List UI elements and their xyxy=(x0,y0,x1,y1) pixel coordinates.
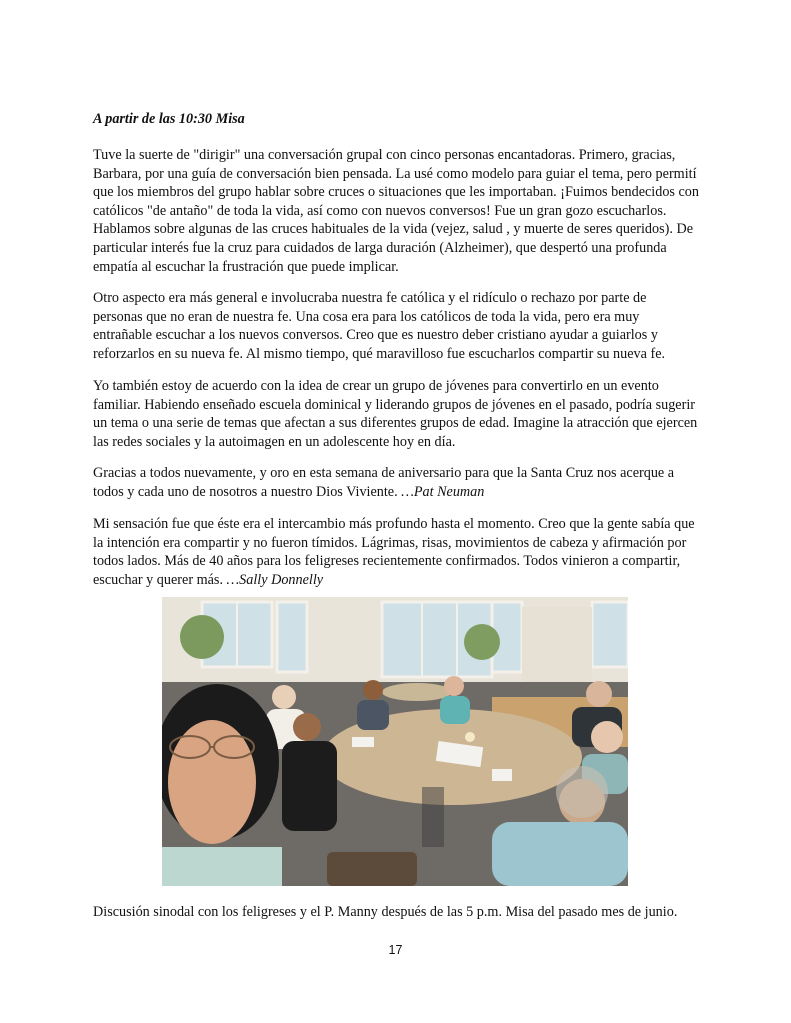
signature-sally-donnelly: …Sally Donnelly xyxy=(223,571,324,588)
paragraph-4-text: Gracias a todos nuevamente, y oro en esta semana de aniversario para que la Santa Cruz nos acerque a todos y cada uno de nosotros a nuestro Dios Viviente. xyxy=(93,465,675,500)
page-number: 17 xyxy=(388,943,403,957)
section-heading: A partir de las 10:30 Misa xyxy=(93,111,245,127)
paragraph-2: Otro aspecto era más general e involucraba nuestra fe católica y el ridículo o rechazo por parte de personas que no eran de nuestra fe. Una cosa era para los católicos de toda la vida, pero era muy entrañable escuchar a los nuevos conversos. Creo que es nuestro deber cristiano ayudar a guiarlos y reforzarlos en su nueva fe. Al mismo tiempo, qué maravilloso fue escucharlos compartir su nueva fe. xyxy=(93,290,666,362)
paragraph-5-text: Mi sensación fue que éste era el intercambio más profundo hasta el momento. Creo que la gente sabía que la intención era compartir y no fueron tímidos. Lágrimas, risas, movimientos de cabeza y afirmación por todos lados. Más de 40 años para los feligreses recientemente confirmados. Todos vinieron a compartir, escuchar y querer más. xyxy=(93,516,695,588)
paragraph-5 xyxy=(93,515,699,589)
paragraph-1: Tuve la suerte de "dirigir" una conversación grupal con cinco personas encantadoras. Primero, gracias, Barbara, por una guía de conversación bien pensada. La usé como modelo para guiar el tema, pero permití que los miembros del grupo hablar sobre cruces o situaciones que les importaban. ¡Fuimos bendecidos con católicos "de antaño" de toda la vida, así como con nuevos conversos! Fue un gran gozo escucharlos. Hablamos sobre algunas de las cruces habituales de la vida (vejez, salud , y muerte de seres queridos). De particular interés fue la cruz para cuidados de larga duración (Alzheimer), que despertó una profunda empatía al escuchar la frustración que puede implicar. xyxy=(93,147,699,275)
group-photo xyxy=(162,597,628,886)
paragraph-3: Yo también estoy de acuerdo con la idea de crear un grupo de jóvenes para convertirlo en un evento familiar. Habiendo enseñado escuela dominical y liderando grupos de jóvenes en el pasado, podría sugerir un tema o una serie de temas que afectan a sus diferentes grupos de edad. Imagine la atracción que ejercen las redes sociales y la autoimagen en un adolescente hoy en día. xyxy=(93,378,698,450)
signature-pat-neuman: …Pat Neuman xyxy=(397,483,485,500)
photo-caption: Discusión sinodal con los feligreses y el P. Manny después de las 5 p.m. Misa del pasado mes de junio. xyxy=(93,904,678,920)
paragraph-4 xyxy=(93,464,699,501)
